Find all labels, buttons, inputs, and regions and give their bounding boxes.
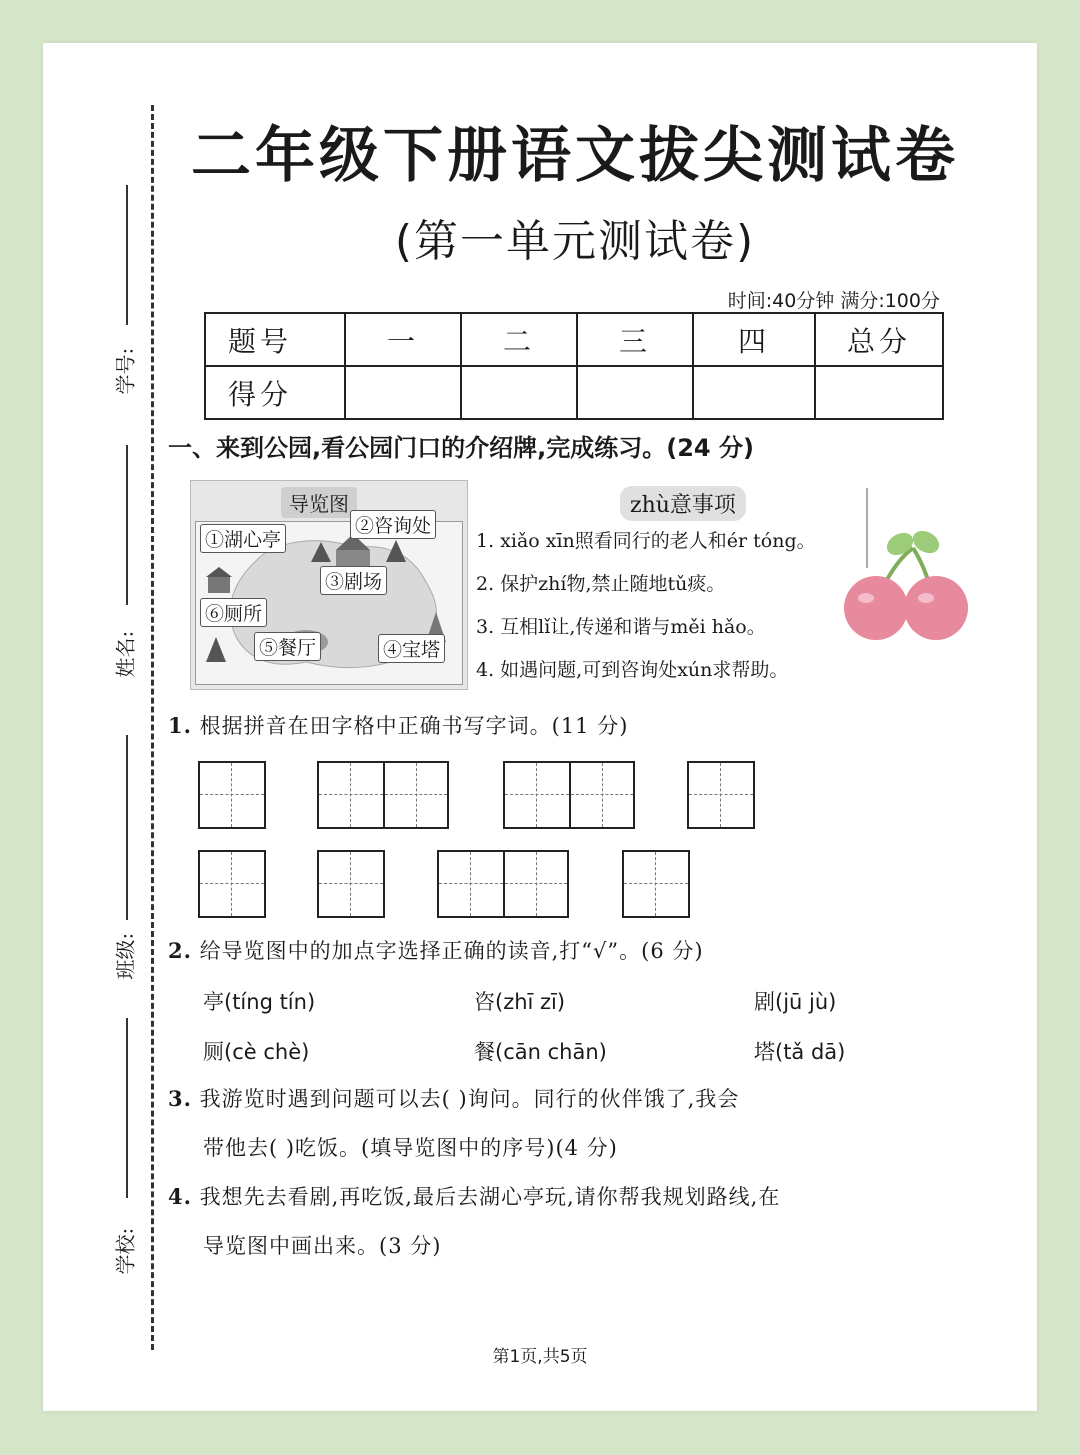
student-id-label: 学号: [113, 347, 138, 395]
score-input-cell[interactable] [345, 366, 461, 419]
map-place-lake-pavilion: ①湖心亭 [200, 524, 286, 553]
pinyin-choice[interactable]: 亭(tíng tín) [203, 990, 316, 1014]
notes-title: zhù意事项 [620, 486, 746, 521]
map-place-restroom: ⑥厕所 [200, 598, 267, 627]
time-and-score-info: 时间:40分钟 满分:100分 [727, 290, 940, 312]
pinyin-choice[interactable]: 厕(cè chè) [203, 1040, 310, 1064]
writing-grid-8[interactable] [622, 850, 690, 918]
question-1-number: 1. [168, 713, 192, 738]
score-header-cell: 四 [693, 313, 815, 366]
question-3-text-line2[interactable]: 带他去( )吃饭。(填导览图中的序号)(4 分) [203, 1136, 618, 1160]
question-3-text-line1[interactable]: 我游览时遇到问题可以去( )询问。同行的伙伴饿了,我会 [199, 1087, 740, 1111]
score-header-cell: 题号 [205, 313, 345, 366]
score-table [204, 312, 944, 420]
question-2 [168, 935, 704, 965]
guide-map [190, 480, 468, 690]
pinyin-choice[interactable]: 咨(zhī zī) [474, 990, 566, 1014]
student-name-label: 姓名: [113, 630, 138, 678]
question-2-text: 给导览图中的加点字选择正确的读音,打“√”。(6 分) [199, 939, 704, 963]
note-item: 3. 互相lǐ让,传递和谐与měi hǎo。 [476, 616, 766, 638]
question-4-text-line2: 导览图中画出来。(3 分) [203, 1234, 442, 1258]
score-input-cell[interactable] [461, 366, 577, 419]
question-3 [168, 1083, 739, 1113]
writing-grid-1[interactable] [198, 761, 266, 829]
note-item: 1. xiǎo xīn照看同行的老人和ér tóng。 [476, 530, 816, 552]
exam-subtitle: (第一单元测试卷) [394, 216, 756, 267]
guide-map-area [195, 515, 463, 685]
guide-map-title: 导览图 [281, 487, 357, 518]
pinyin-choice[interactable]: 塔(tǎ dā) [754, 1040, 846, 1064]
section-1-heading: 一、来到公园,看公园门口的介绍牌,完成练习。(24 分) [168, 434, 754, 462]
class-field[interactable] [100, 735, 160, 980]
map-place-pagoda: ④宝塔 [378, 634, 445, 663]
score-header-cell: 三 [577, 313, 693, 366]
score-input-cell[interactable] [815, 366, 943, 419]
student-name-field[interactable] [100, 445, 160, 685]
student-name-line [126, 445, 128, 605]
question-4-number: 4. [168, 1184, 192, 1209]
question-2-number: 2. [168, 938, 192, 963]
writing-grid-6[interactable] [317, 850, 385, 918]
note-item: 2. 保护zhí物,禁止随地tǔ痰。 [476, 573, 726, 595]
writing-grid-3[interactable] [503, 761, 635, 829]
score-table-header-row [205, 313, 943, 366]
page-number: 第1页,共5页 [492, 1347, 588, 1367]
writing-grid-2[interactable] [317, 761, 449, 829]
school-line [126, 1018, 128, 1198]
score-row-label: 得分 [205, 366, 345, 419]
question-1 [168, 710, 628, 740]
question-4-text-line1: 我想先去看剧,再吃饭,最后去湖心亭玩,请你帮我规划路线,在 [199, 1185, 781, 1209]
pinyin-choice[interactable]: 餐(cān chān) [474, 1040, 607, 1064]
score-header-cell: 二 [461, 313, 577, 366]
question-1-text: 根据拼音在田字格中正确书写字词。(11 分) [199, 714, 629, 738]
map-place-theater: ③剧场 [320, 566, 387, 595]
map-place-restaurant: ⑤餐厅 [254, 632, 321, 661]
exam-title: 二年级下册语文拔尖测试卷 [191, 121, 959, 191]
pinyin-choice[interactable]: 剧(jū jù) [754, 990, 837, 1014]
score-input-cell[interactable] [693, 366, 815, 419]
question-4 [168, 1181, 780, 1211]
score-header-cell: 一 [345, 313, 461, 366]
score-header-cell: 总分 [815, 313, 943, 366]
score-input-cell[interactable] [577, 366, 693, 419]
note-item: 4. 如遇问题,可到咨询处xún求帮助。 [476, 659, 789, 681]
writing-grid-5[interactable] [198, 850, 266, 918]
writing-grid-7[interactable] [437, 850, 569, 918]
score-table-score-row [205, 366, 943, 419]
cherry-icon [838, 528, 974, 643]
school-field[interactable] [100, 1018, 160, 1275]
student-id-line [126, 185, 128, 325]
writing-grid-4[interactable] [687, 761, 755, 829]
question-3-number: 3. [168, 1086, 192, 1111]
map-place-info-desk: ②咨询处 [350, 510, 436, 539]
class-line [126, 735, 128, 920]
class-label: 班级: [113, 932, 138, 980]
school-label: 学校: [113, 1227, 138, 1275]
